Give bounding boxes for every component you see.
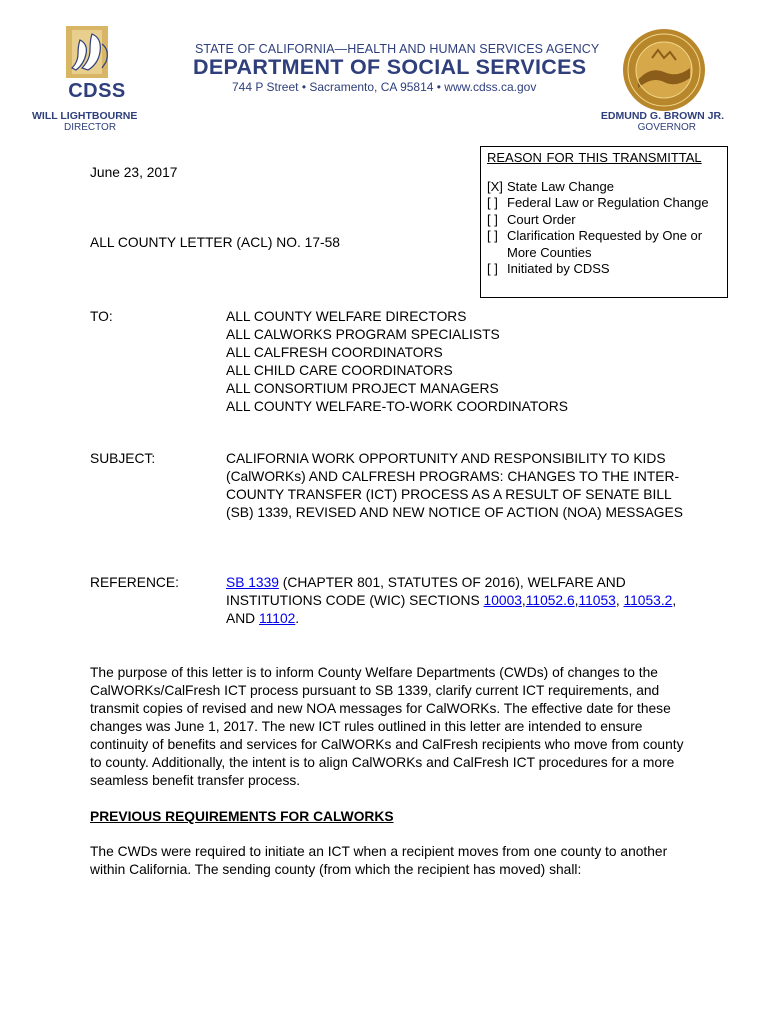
director-title: DIRECTOR	[64, 122, 117, 133]
previous-requirements-paragraph: The CWDs were required to initiate an ICT when a recipient moves from one county to another within California. The sending county (from which the recipient has moved) shall:	[90, 844, 668, 877]
section-heading: PREVIOUS REQUIREMENTS FOR CALWORKS	[90, 809, 394, 824]
reason-checkbox: [ ]	[487, 261, 498, 276]
reference-text	[226, 574, 686, 628]
reason-checkbox: [X]	[487, 178, 503, 194]
reason-text: Clarification Requested by One or More Counties	[507, 228, 703, 260]
wic-11053-link[interactable]: 11053	[578, 593, 616, 608]
reason-item	[487, 261, 721, 278]
reason-checkbox: [ ]	[487, 195, 498, 210]
reason-checkbox: [ ]	[487, 228, 498, 243]
reason-title: REASON FOR THIS TRANSMITTAL	[487, 150, 702, 165]
state-seal-icon	[622, 28, 706, 112]
director-name: WILL LIGHTBOURNE	[32, 110, 138, 122]
recipient: ALL COUNTY WELFARE DIRECTORS	[226, 309, 467, 324]
governor-name: EDMUND G. BROWN JR.	[600, 110, 724, 122]
logo-text: CDSS	[68, 80, 126, 102]
sb-1339-link[interactable]: SB 1339	[226, 575, 279, 590]
reason-item	[487, 212, 721, 229]
subject-label: SUBJECT:	[90, 451, 156, 466]
reference-label: REFERENCE:	[90, 575, 179, 590]
recipient: ALL CHILD CARE COORDINATORS	[226, 363, 453, 378]
reason-item	[487, 195, 721, 212]
department-name: DEPARTMENT OF SOCIAL SERVICES	[193, 55, 587, 79]
recipient-list	[226, 308, 686, 416]
purpose-paragraph: The purpose of this letter is to inform County Welfare Departments (CWDs) of changes to the CalWORKs/CalFresh ICT process pursuant to SB 1339, clarify current ICT requirements, and transmit copies of revised and new NOA messages for CalWORKs. The effective date for these changes was June 1, 2017. The new ICT rules outlined in this letter are intended to ensure continuity of benefits and services for CalWORKs and CalFresh recipients who move from county to county. Additionally, the intent is to align CalWORKs and CalFresh ICT procedures for a more seamless benefit transfer process.	[90, 665, 684, 788]
reason-text: Court Order	[507, 211, 576, 227]
reason-text: Initiated by CDSS	[507, 261, 610, 276]
recipient: ALL COUNTY WELFARE-TO-WORK COORDINATORS	[226, 399, 568, 414]
reason-text: Federal Law or Regulation Change	[507, 195, 709, 210]
department-address: 744 P Street • Sacramento, CA 95814 • www.cdss.ca.gov	[232, 80, 537, 94]
reference-separator: ,	[574, 593, 579, 608]
wic-11053-2-link[interactable]: 11053.2	[623, 593, 673, 608]
reason-item	[487, 228, 721, 261]
letter-date: June 23, 2017	[90, 165, 178, 180]
wic-11102-link[interactable]: 11102	[258, 611, 296, 626]
reason-checkbox: [ ]	[487, 211, 498, 227]
agency-name: STATE OF CALIFORNIA—HEALTH AND HUMAN SERVICES AGENCY	[195, 42, 600, 56]
reference-segment: (CHAPTER 801, STATUTES OF 2016), WELFARE AND INSTITUTIONS CODE (WIC) SECTIONS	[226, 575, 626, 608]
subject-text: CALIFORNIA WORK OPPORTUNITY AND RESPONSIBILITY TO KIDS (CalWORKs) AND CALFRESH PROGRAMS: CHANGES TO THE INTER-COUNTY TRANSFER (ICT) PROCESS AS A RESULT OF SENATE BILL (SB) 1339, REVISED AND NEW NOTICE OF ACTION (NOA) MESSAGES	[226, 451, 683, 520]
reference-segment: .	[295, 611, 300, 626]
reason-text: State Law Change	[507, 178, 614, 194]
reference-segment: , AND	[226, 593, 677, 626]
reason-list	[487, 179, 721, 278]
reason-item	[487, 179, 721, 196]
recipient: ALL CONSORTIUM PROJECT MANAGERS	[226, 381, 499, 396]
reference-separator: ,	[521, 593, 526, 608]
wic-11052-6-link[interactable]: 11052.6	[525, 593, 575, 608]
recipient: ALL CALWORKS PROGRAM SPECIALISTS	[226, 327, 500, 342]
wic-10003-link[interactable]: 10003	[483, 593, 522, 608]
recipient: ALL CALFRESH COORDINATORS	[226, 345, 443, 360]
to-label: TO:	[90, 309, 113, 324]
governor-title: GOVERNOR	[637, 122, 696, 133]
acl-number: ALL COUNTY LETTER (ACL) NO. 17-58	[90, 235, 340, 250]
reason-for-transmittal-box	[480, 146, 728, 298]
reference-separator: ,	[615, 593, 624, 608]
